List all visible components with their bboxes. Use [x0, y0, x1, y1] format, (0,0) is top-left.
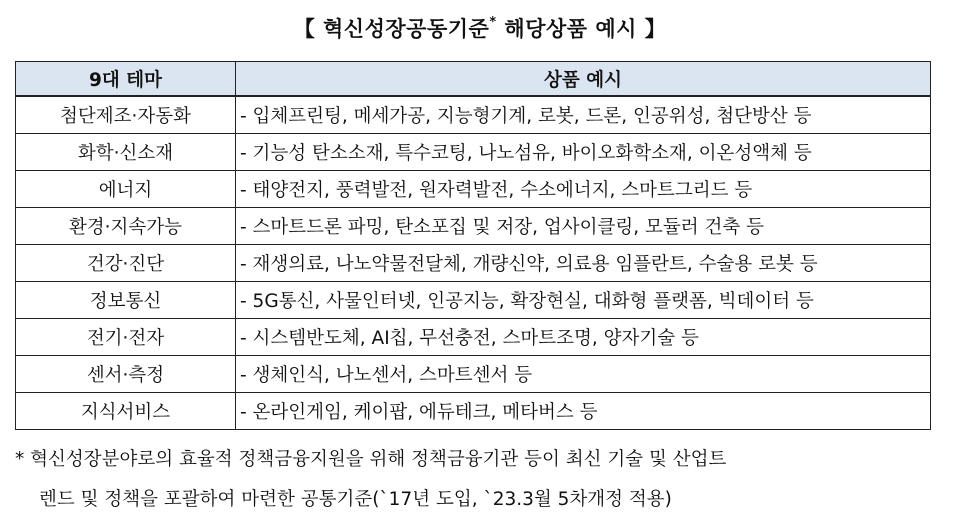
theme-cell: 전기·전자: [16, 319, 236, 356]
examples-cell: - 시스템반도체, AI칩, 무선충전, 스마트조명, 양자기술 등: [236, 319, 931, 356]
examples-cell: - 태양전지, 풍력발전, 원자력발전, 수소에너지, 스마트그리드 등: [236, 171, 931, 208]
theme-cell: 환경·지속가능: [16, 208, 236, 245]
title-prefix: 【 혁신성장공동기준: [293, 17, 490, 41]
table-row: [16, 96, 931, 134]
table-row: [16, 356, 931, 393]
examples-cell: - 스마트드론 파밍, 탄소포집 및 저장, 업사이클링, 모듈러 건축 등: [236, 208, 931, 245]
table-row: [16, 393, 931, 430]
product-examples-table: [15, 61, 931, 430]
table-row: [16, 171, 931, 208]
theme-cell: 에너지: [16, 171, 236, 208]
footnote-line-1: * 혁신성장분야로의 효율적 정책금융지원을 위해 정책금융기관 등이 최신 기술 및 산업트: [15, 449, 727, 470]
title-footnote-marker: *: [489, 15, 497, 30]
header-examples: 상품 예시: [236, 62, 931, 97]
examples-cell: - 기능성 탄소소재, 특수코팅, 나노섬유, 바이오화학소재, 이온성액체 등: [236, 134, 931, 171]
theme-cell: 지식서비스: [16, 393, 236, 430]
header-theme: 9대 테마: [16, 62, 236, 97]
table-row: [16, 282, 931, 319]
table-row: [16, 208, 931, 245]
table-row: [16, 319, 931, 356]
examples-cell: - 입체프린팅, 메세가공, 지능형기계, 로봇, 드론, 인공위성, 첨단방산 등: [236, 96, 931, 134]
footnote-line-2: 렌드 및 정책을 포괄하여 마련한 공통기준(`17년 도입, `23.3월 5차개정 적용): [39, 489, 672, 510]
footnote: [15, 440, 940, 520]
examples-cell: - 온라인게임, 케이팝, 에듀테크, 메타버스 등: [236, 393, 931, 430]
examples-cell: - 재생의료, 나노약물전달체, 개량신약, 의료용 임플란트, 수술용 로봇 등: [236, 245, 931, 282]
title-suffix: 해당상품 예시 】: [496, 17, 667, 41]
theme-cell: 센서·측정: [16, 356, 236, 393]
table-header-row: [16, 62, 931, 97]
examples-cell: - 5G통신, 사물인터넷, 인공지능, 확장현실, 대화형 플랫폼, 빅데이터 등: [236, 282, 931, 319]
theme-cell: 화학·신소재: [16, 134, 236, 171]
page-title: [0, 10, 960, 44]
theme-cell: 건강·진단: [16, 245, 236, 282]
theme-cell: 첨단제조·자동화: [16, 96, 236, 134]
table-row: [16, 134, 931, 171]
theme-cell: 정보통신: [16, 282, 236, 319]
examples-cell: - 생체인식, 나노센서, 스마트센서 등: [236, 356, 931, 393]
table-row: [16, 245, 931, 282]
